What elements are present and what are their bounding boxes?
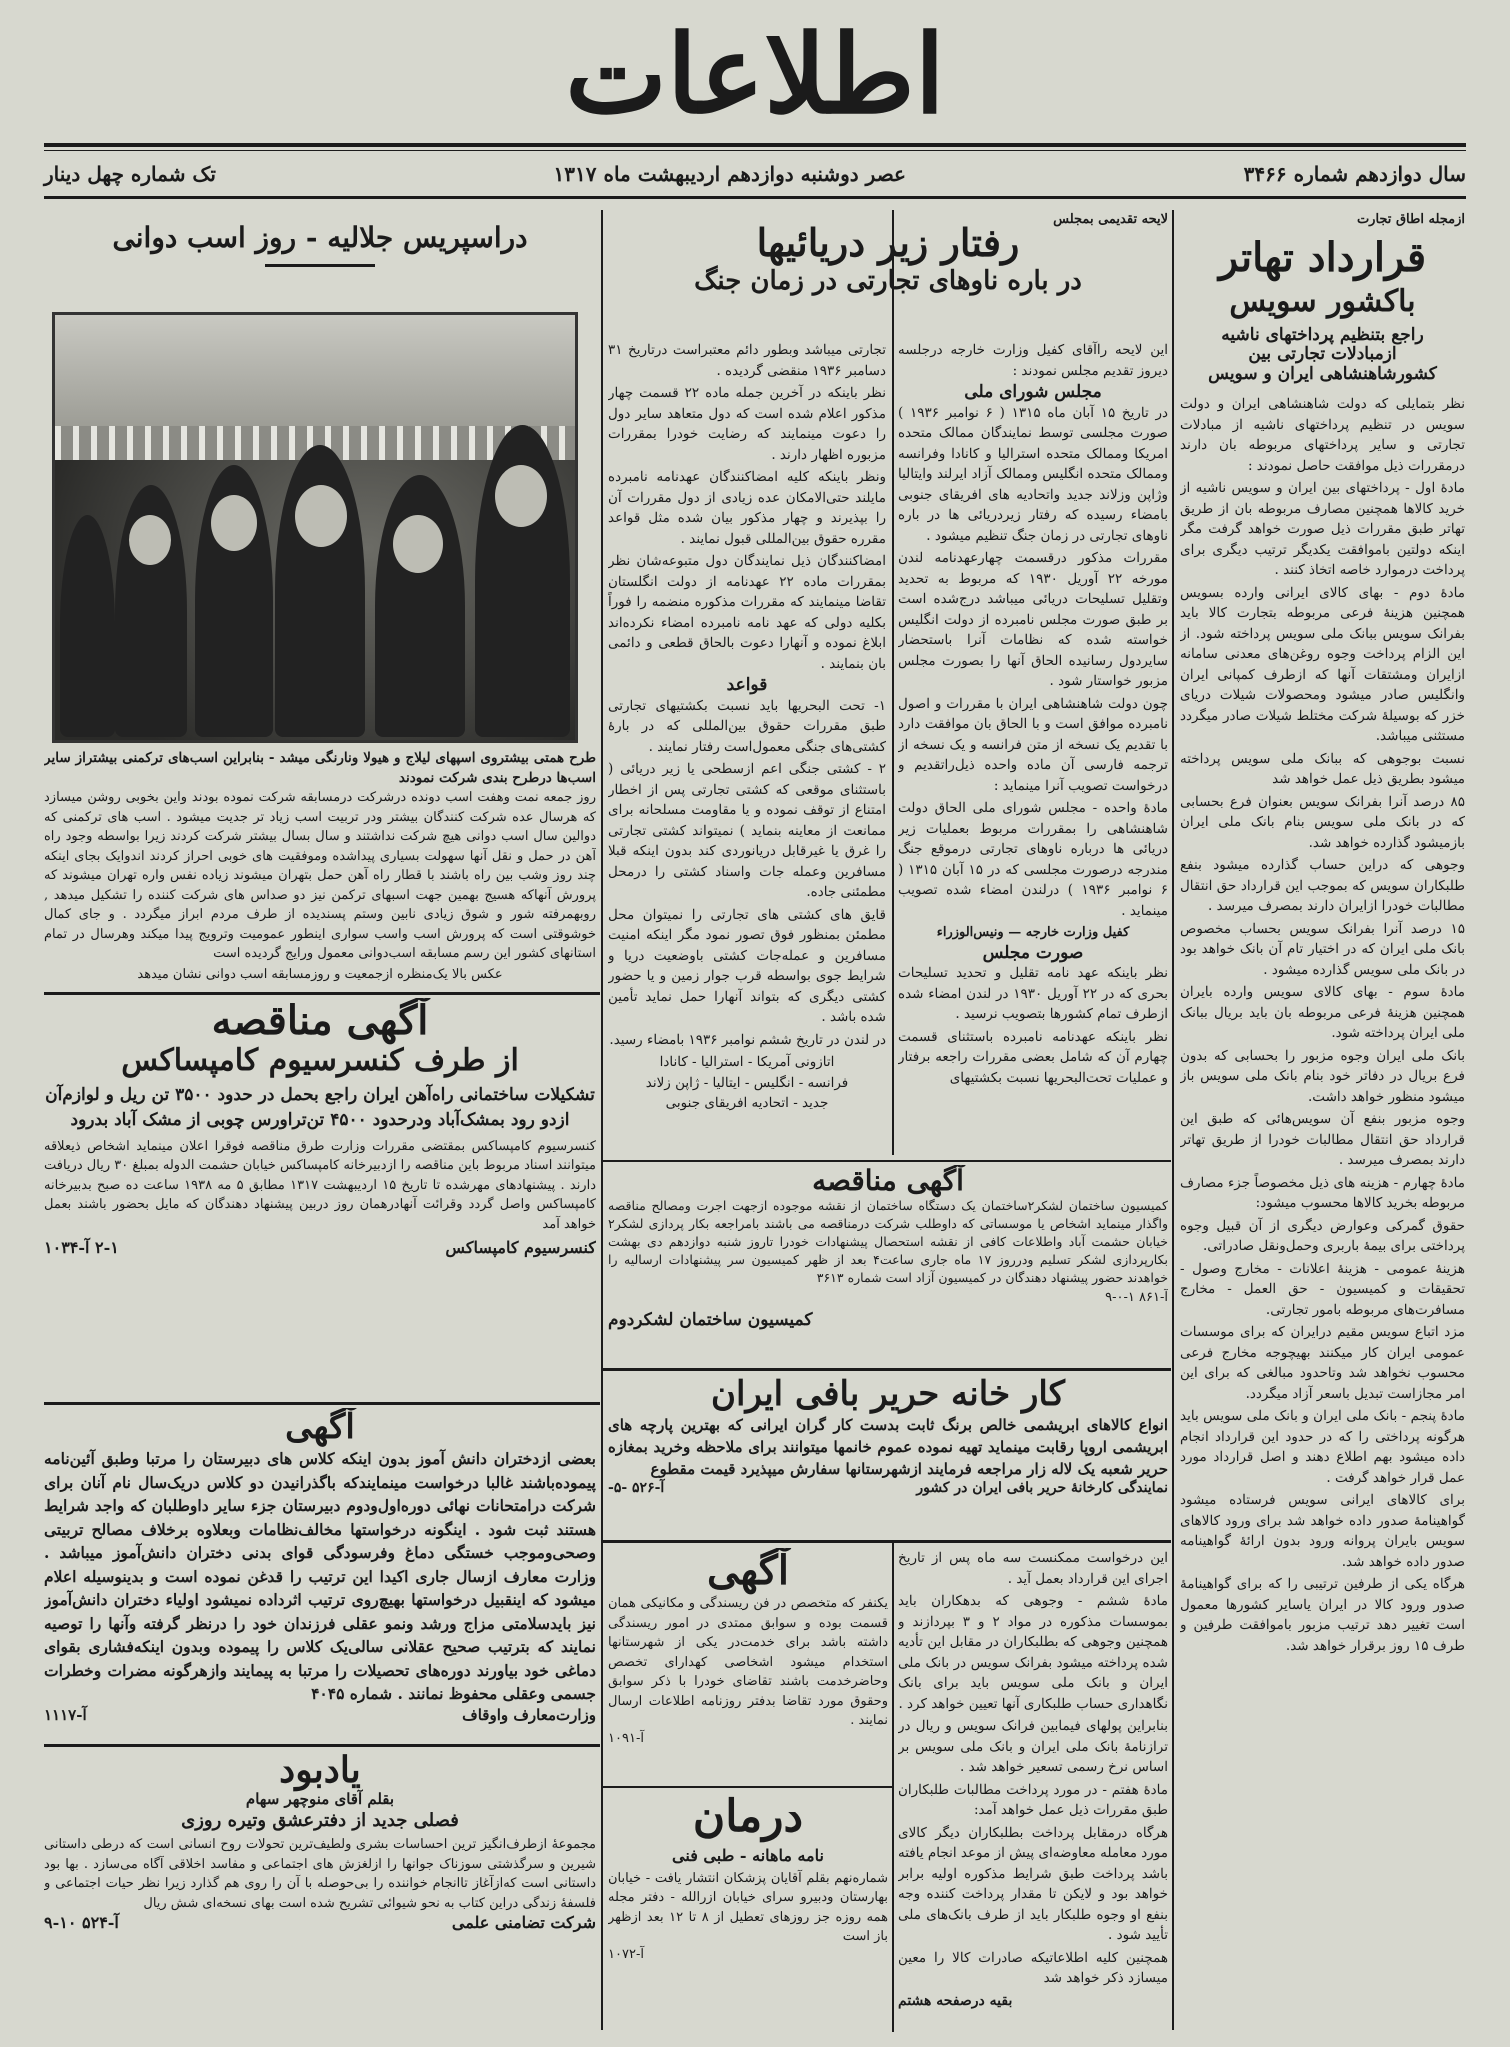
- ad-text: یکنفر که متخصص در فن ریسندگی و مکانیکی همان قسمت بوده و سوابق ممتدی در امور ریسندگی داشته باشد برای خدمت‌در یکی از شهرستانها استخدام میشود اشخاصی کهدارای تخصص وحاضرخدمت باشند تقاضای خودرا با ذکر سوابق وحقوق مورد تقاضا بدفتر روزنامه اطلاعات ارسال نمایند .: [608, 1596, 888, 1728]
- paragraph: ۱۵ درصد آنرا بفرانک سویس بحساب مخصوص بانک ملی ایران که در اختیار تام آن بانک خواهد بود در بانک ملی سویس گذارده میشود .: [1180, 920, 1465, 978]
- section-title: مجلس شورای ملی: [964, 382, 1102, 402]
- masthead-rule-thin: [44, 150, 1466, 151]
- ad-ref: آ-۱۰۷۲: [608, 1946, 644, 1962]
- paragraph: تجارتی میباشد وبطور دائم معتبراست درتاریخ ۳۱ دسامبر ۱۹۳۶ منقضی گردیده .: [608, 342, 886, 379]
- article-trade-agreement-continued: [898, 1548, 1168, 2028]
- photo-headline-block: [44, 212, 596, 302]
- ad-ref: آ-۵۲۶ -۵-: [608, 1480, 665, 1497]
- ad-title: کار خانه حریر بافی ایران: [711, 1375, 1065, 1414]
- photo-caption: طرح همتی بیشتروی اسپهای ليلاج و هيولا ونارنگی میشد - بنابراین اسب‌های ترکمنی بیشتراز سایر اسب‌ها درطرح بندی شرکت نمودند: [44, 750, 596, 786]
- dateline-rule: [44, 196, 1466, 199]
- ad-text: بعضی ازدختران دانش آموز بدون اینکه کلاس های دبیرستان را مرتبا وطبق آئین‌نامه پیموده‌باشند غالبا درخواست مینمایندکه باگذرانیدن دو کلاس دریک‌سال نام آنان برای شرکت درامتحانات نهائی دوره‌اول‌ودوم دبیرستان جزء سایر داوطلبان که واجد شرایط هستند ثبت شود . اینگونه درخواستها مخالف‌نظامات وبعلاوه برخلاف مصالح تربیتی وصحی‌وموجب خستگی دماغ وفرسودگی قوای بدنی دختران دانش‌آموز میباشد . وزارت معارف ازسال جاری اکیدا این ترتیب را قدغن نموده است و بدینوسیله اعلام میشود که اینقبیل درخواستها بهیچ‌روی ترتیب اثرداده نمیشود اولیاء دختران دانش‌آموز نیز بایدسلامتی مزاج ورشد ونمو عقلی فرزندان خود را درنظر گرفته وآنها را توصیه نمایند که بترتیب صحیح عقلانی سالی‌یک کلاس را پیموده وبدون اینکه‌فشاری بقوای دماغی خود بیاورند دوره‌های تحصیلات را مرتبا به پیمایند وازهرگونه مضرات وخطرات جسمی وعقلی محفوظ نمانند . شماره ۴۰۴۵: [44, 1449, 596, 1704]
- paragraph: مقررات مذکور درقسمت چهارعهدنامه لندن مورخه ۲۲ آوریل ۱۹۳۰ که مربوط به تحدید وتقلیل تسلیحات دریائی میباشد درج‌شده است بر طبق صورت مجلس نامبرده از دولت انگلیس خواسته شده که نظامات آنرا باستحضار سایردول رسانیده الحاق آنها را بصورت مجلس مزبور خواستار شود .: [898, 550, 1168, 690]
- ad-subtitle: نامه ماهانه - طبی فنی: [672, 1845, 824, 1865]
- article-tag: لایحه تقدیمی بمجلس: [1053, 212, 1168, 227]
- paragraph: نظر باینکه عهد نامه تقلیل و تحدید تسلیحات بحری که در ۲۲ آوریل ۱۹۳۰ در لندن امضاء شده ازطرف تمام کشورها بتصویب نرسید .: [898, 965, 1168, 1023]
- signatory-list: جدید - اتحادیه افریقای جنوبی: [665, 1095, 829, 1112]
- column-rule: [1172, 210, 1174, 2030]
- article-trade-agreement: [1180, 212, 1465, 2027]
- ad-title: آگهی: [707, 1548, 789, 1594]
- ad-book-yadbud: [44, 1750, 596, 2028]
- paragraph: بنابراین پولهای فیمابین فرانک سویس و ریال در ترازنامهٔ بانک ملی ایران و بانک ملی سویس بر اساس نرخ رسمی تسعیر خواهد شد .: [898, 1718, 1168, 1775]
- photo-article: [44, 748, 596, 988]
- ad-text: انواع کالاهای ابریشمی خالص برنگ ثابت بدست کار گران ایرانی که بهترین پارچه های ابریشمی اروپا رقابت مینماید تهیه نموده عموم خانمها میتوانند برای ملاحظه وخرید بمغازه حریر شعبه یک لاله زار مراجعه فرمایند ازشهرستانها سفارش میپذیرد قیمت مقطوع: [608, 1416, 1168, 1479]
- signature: کفیل وزارت خارجه — ونیس‌الوزراء: [936, 925, 1130, 941]
- ad-text: کمیسیون ساختمان لشکر۲ساختمان یک دستگاه ساختمان از نقشه موجوده ازجهت اجرت ومصالح مناقصه واگذار مینماید اشخاص یا موسساتی که داوطلب شرکت درمناقصه می باشند بامراجعه بکار پردازی لشکر۲ خیابان حشمت آباد واطلاعات کافی از نقشه استحصال پیشنهادات خودرا تاروز شنبه دوازدهم دی بهشت بکارپردازی لشکر تسلیم ودرروز ۱۷ ماه جاری ساعت۴ بعد از ظهر کمیسیون سر پیشنهادات ارسالیه را خواهدند حضور پیشنهاد دهندگان در کمیسیون آزاد است شماره ۳۶۱۳: [608, 1198, 1168, 1286]
- paragraph: مادهٔ اول - پرداختهای بین ایران و سویس ناشیه از خرید کالاها همچنین مصارف مربوطه بان از طریق تهاتر طبق مقررات ذیل صورت خواهد گرفت مگر اینکه دولتین باموافقت یکدیگر ترتیب دیگری برای پرداخت درموارد خاصه اتخاذ کنند .: [1180, 480, 1465, 579]
- ad-job-notice: [608, 1548, 888, 1783]
- article-deck: راجع بتنظیم پرداختهای ناشیه ازمبادلات تجارتی بین کشورشاهنشاهی ایران و سویس: [1208, 324, 1437, 384]
- photo-face: [129, 515, 171, 565]
- paragraph: امضاکنندگان ذیل نمایندگان دول متبوعه‌شان نظر بمقررات ماده ۲۲ عهدنامه از دولت انگلستان تقاضا مینمایند که مقررات مذکوره منضمه را فوراً بکلیه دولی که عهد نامه نامبرده امضاء نکرده‌اند ابلاغ نموده و آنهارا دعوت بالحاق قطعی و دائمی بان بنمایند .: [608, 553, 886, 672]
- ad-signature: نمایندگی کارخانهٔ حریر بافی ایران در کشور: [916, 1480, 1168, 1497]
- ad-title: آگهی: [285, 1408, 355, 1447]
- signatory-list: فرانسه - انگلیس - ایتالیا - ژاپن زلاند: [645, 1074, 849, 1091]
- ad-title: یادبود: [279, 1750, 361, 1791]
- issue-number: سال دوازدهم شماره ۳۴۶۶: [1243, 162, 1466, 186]
- ad-title: آگهی مناقصه: [211, 998, 429, 1044]
- ad-text: کنسرسیوم کامپساکس بمقتضی مقررات وزارت طرق مناقصه فوقرا اعلان مینماید اشخاص ذیعلاقه میتوانند اسناد مربوط باین مناقصه را ازدبیرخانه کامپساکس خیابان حشمت الدوله بمبلغ ۳۰ ریال دریافت دارند . پیشنهادهای مهرشده تا تاریخ ۱۵ اردیبهشت ۱۳۱۷ مطابق ۵ مه ۱۹۳۸ ساعت ده صبح بدبیرخانه کامپساکس واصل گردد وقرائت آنهادرهمان روز دربین پیشنهاد دهندگان که مایل بحضور باشند بعمل خواهد آمد: [44, 1138, 596, 1232]
- paragraph: مادهٔ هفتم - در مورد پرداخت مطالبات طلبکاران طبق مقررات ذیل عمل خواهد آمد:: [898, 1781, 1168, 1818]
- paragraph: وجوه مزبور بنفع آن سویس‌هائی که طبق این قرارداد حق انتقال مطالبات خودرا از طریق تهاتر دارند بمصرف میرسد .: [1180, 1111, 1465, 1169]
- paragraph: عکس بالا یک‌منظره ازجمعیت و روزمسابقه اسب دوانی نشان میدهد: [137, 966, 503, 982]
- paragraph: ۱- تحت البحریها باید نسبت بکشتیهای تجارتی طبق مقررات حقوق بین‌المللی که در بارهٔ کشتی‌های جنگی معمول‌است رفتار نمایند .: [608, 697, 886, 755]
- article-headline: رفتار زیر دریائیها: [756, 220, 1020, 265]
- paragraph: حقوق گمرکی وعوارض دیگری از آن قبیل وجوه پرداختی برای بیمهٔ باربری وحمل‌ونقل صادراتی.: [1180, 1217, 1465, 1255]
- ad-tender-compsax: [44, 998, 596, 1400]
- paragraph: قایق های کشتی های تجارتی را نمیتوان محل مطمئن بمنظور فوق تصور نمود مگر اینکه امنیت مسافرین و عمله‌جات کشتی باوضعیت دریا و شرایط جوی بواسطه قرب جوار زمین و یا حضور کشتی دیگری که بتواند آنهارا حمل نماید تأمین شده باشد .: [608, 906, 886, 1026]
- paragraph: چون دولت شاهنشاهی ایران با مقررات و اصول نامبرده موافق است و با الحاق بان موافقت دارد با تقدیم یک نسخه از متن فرانسه و یک نسخه از ترجمه فارسی آن ماده واحده ذیل‌راتقدیم و درخواست تصویب آنرا مینماید :: [898, 695, 1168, 794]
- article-tag: ازمجله اطاق تجارت: [1356, 212, 1465, 227]
- ad-author: بقلم آقای منوچهر سهام: [245, 1790, 395, 1809]
- signatory-list: اتازونی آمریکا - استرالیا - کانادا: [659, 1054, 835, 1071]
- article-subhead: در باره ناوهای تجارتی در زمان جنگ: [694, 265, 1082, 296]
- paragraph: هزینهٔ عمومی - هزینهٔ اعلانات - مخارج وصول - تحقیقات و کمیسیون - حق العمل - مخارج مسافرت‌های مربوطه بامور تجارتی.: [1180, 1260, 1465, 1318]
- ad-education-ministry: [44, 1408, 596, 1740]
- paragraph: بانک ملی ایران وجوه مزبور را بحسابی که بدون فرع بریال در دفاتر خود بنام بانک ملی سویس باز میشود منظور خواهد داشت.: [1180, 1047, 1465, 1105]
- paragraph: هرگاه یکی از طرفین ترتیبی را که برای گواهینامهٔ صدور ورود کالا در ایران یاسایر کشورها معمول است تغییر دهد ترتیب مزبور باموافقت طرفین و طرف ۱۵ روز برقرار خواهد شد.: [1180, 1576, 1465, 1654]
- ad-ref: ۲-۱ آ-۱۰۳۴: [44, 1238, 119, 1257]
- masthead-rule: [44, 143, 1466, 147]
- ad-bold-text: تشکیلات ساختمانی راه‌آهن ایران راجع بحمل در حدود ۳۵۰۰ تن ریل و لوازم‌آن ازدو رود بمشک‌آباد ودرحدود ۴۵۰۰ تن‌تراورس چوبی از مشک آباد بدرود: [45, 1084, 595, 1130]
- ad-subtitle: از طرف کنسرسیوم کامپساکس: [121, 1043, 519, 1078]
- continued-note: بقیه درصفحه هشتم: [898, 1992, 1013, 2009]
- paragraph: نظر باینکه عهدنامه نامبرده باستثنای قسمت چهارم آن که شامل بعضی مقررات راجعه برفتار و عملیات تحت‌البحریها نسبت بکشتیهای: [898, 1028, 1168, 1086]
- ad-tender-division: [608, 1165, 1168, 1365]
- ad-signature: وزارت‌معارف واوقاف: [462, 1705, 596, 1724]
- ornament-rule: [265, 264, 375, 267]
- masthead-title: اطلاعات: [565, 12, 945, 138]
- dateline: [44, 158, 1466, 192]
- paragraph: نسبت بوجوهی که ببانک ملی سویس پرداخته میشود بطریق ذیل عمل خواهد شد: [1180, 750, 1465, 788]
- paragraph: همچنین کلیه اطلاعاتیکه صادرات کالا را معین میسازد ذکر خواهد شد: [898, 1949, 1168, 1986]
- issue-date: عصر دوشنبه دوازدهم اردیبهشت ماه ۱۳۱۷: [553, 162, 906, 186]
- photo-sky: [55, 315, 575, 426]
- ad-ref: آ-۱۰۹۱: [608, 1730, 644, 1746]
- paragraph: نظر باینکه در آخرین جمله ماده ۲۲ قسمت چهار مذکور اعلام شده است که دول متعاهد سایر دول را دعوت مینمایند که رضایت خودرا بمقررات مزبوره اظهار دارند .: [608, 385, 886, 463]
- ad-darman-journal: [608, 1792, 888, 2028]
- ad-signature: کمیسیون ساختمان لشکردوم: [608, 1309, 813, 1330]
- photo-face: [495, 465, 547, 527]
- article-body: [1180, 394, 1465, 1656]
- section-title: صورت مجلس: [982, 942, 1084, 963]
- column-rule: [892, 210, 894, 1155]
- section-rule: [603, 1786, 893, 1788]
- section-rule: [603, 1540, 1171, 1543]
- ad-signature: کنسرسیوم کامپساکس: [445, 1238, 596, 1257]
- paragraph: هرگاه درمقابل پرداخت بطلبکاران دیگر کالای مورد معامله معاوضه‌ای پیش از موعد انجام یافته باشد پرداخت طبق شرایط مذکوره اولیه برابر خواهد بود و لایکن تا مقدار پرداخت کننده وجه بنفع او وجوه طلبکار باید از طرف بانک‌های ملی تأیید شود .: [898, 1824, 1168, 1943]
- ad-ref: آ-۱۱۱۷: [44, 1705, 87, 1724]
- paragraph: برای کالاهای ایرانی سویس فرستاده میشود گواهینامهٔ صدور داده خواهد شد برای ورود کالاهای سویس بایران پروانه ورود بدون ارائهٔ گواهینامه صدور داده خواهد شد.: [1180, 1492, 1465, 1570]
- paragraph: ونظر باینکه کلیه امضاکنندگان عهدنامه نامبرده مایلند حتی‌الامکان عده زیادی از دول مقررات آن را بپذیرند و چهار مذکور بیان شده مثل قواعد مقرره حقوق بین‌المللی قبول نمایند .: [608, 469, 886, 547]
- ad-silk-factory: [608, 1375, 1168, 1540]
- paragraph: ۲ - کشتی جنگی اعم ازسطحی یا زیر دریائی ( باستثنای موقعی که کشتی تجارتی پس از اخطار امتناع از توقف نموده و یا مقاومت مسلحانه برای ممانعت از معاینه بنماید ) نمیتواند کشتی تجارتی را غرق یا غیرقابل دریانوردی کند بدون اینکه قبلا مسافرین وعمله جات واسناد کشتی را درمحل مطمئنی جاده.: [608, 761, 886, 901]
- paragraph: این درخواست ممکنست سه ماه پس از تاریخ اجرای این قرارداد بعمل آید .: [898, 1550, 1168, 1587]
- article-subhead: باکشور سویس: [1229, 284, 1416, 319]
- paragraph: مادهٔ دوم - بهای کالای ایرانی وارده بسویس همچنین هزینهٔ فرعی مربوطه بتجارت کالا باید بفرانک سویس ببانک ملی سویس پرداخته شود. از این الزام پرداخت وجوه روغن‌های معدنی سامانه ازایران ومشتقات آنها که ازطرف کمپانی ایران وانگلیس صادر میشود ومحصولات شیلات دریای خزر که بوسیلهٔ شرکت مختلط شیلات صادر میگردد مستثنی میباشد.: [1180, 584, 1465, 745]
- ad-title: آگهی مناقصه: [812, 1165, 964, 1197]
- paragraph: مادهٔ چهارم - هزینه های ذیل مخصوصاً جزء مصارف مربوطه بخرید کالاها محسوب میشود:: [1180, 1174, 1465, 1212]
- article-submarines-header: [608, 212, 1168, 322]
- ad-ref: آ-۵۲۴ ۱۰-۹: [44, 1913, 119, 1933]
- section-rule: [603, 1368, 1171, 1371]
- section-rule: [44, 1744, 600, 1747]
- ad-title: درمان: [692, 1792, 804, 1842]
- paragraph: ۸۵ درصد آنرا بفرانک سویس بعنوان فرع بحسابی که در بانک ملی سویس بنام بانک ملی ایران بازمیشود گذارده خواهد شد.: [1180, 793, 1465, 851]
- paragraph: مادهٔ سوم - بهای کالای سویس وارده بایران همچنین هزینهٔ فرعی مربوطه بان باید بریال ببانک ملی ایران پرداخته شود.: [1180, 984, 1465, 1042]
- issue-price: تک شماره چهل دینار: [44, 162, 216, 186]
- paragraph: روز جمعه نمت وهفت اسب دونده درشرکت درمسابقه شرکت نموده بودند واین بخوبی روشن میسازد که هرسال عده شرکت کنندگان بیشتر ودر تربیت اسب زیاد تر جدیت میشود . اسب های ترکمنی که دوالین سال اسب دوانی هیچ شرکت نداشتند و سال بسال بیشتر شرکت کردند زیرا بواسطه وجود راه آهن در حمل و نقل آنها سهولت بسیاری پیداشده وموفقیت های خوبی احراز کردند اندوایک بجای اینکه چند روز وشب بین راه باشند با قطار راه آهن حمل بتهران میشوند زیاده نفس واره تهران میشوند که پرورش آنهاکه هسیج بهمین جهت اسبهای ترکمن نیز دو صداس های شرکت کننده را تشکیل میدهد , روبهمرفته شور و شوق زیادی نابین وستم پسندیده از طرف مردم ابراز میگردد . و جای کمال خوشوقتی است که پرورش اسب واسب سواری اینطور عمومیت وترویج پیدا میکند وهرسال در تمام استانهای کشور این رسم مسابقه اسب‌دوانی معمول ورایج گردیده است: [44, 790, 596, 961]
- paragraph: وجوهی که دراین حساب گذارده میشود بنفع طلبکاران سویس که بموجب این قرارداد حق انتقال مطالبات خودرا ازایران دارند بمصرف میرسد .: [1180, 857, 1465, 915]
- section-rule: [44, 992, 600, 995]
- section-title: قواعد: [726, 675, 768, 695]
- ad-signature: شرکت تضامنی علمی: [451, 1913, 596, 1933]
- ad-text: شماره‌نهم بقلم آقایان پزشکان انتشار یافت - خیابان بهارستان ودبیرو سرای خیابان ازرالله - دفتر مجله همه روزه جز روزهای تعطیل از ۸ تا ۱۲ بعد ازظهر باز است: [608, 1870, 888, 1945]
- ad-ref: آ-۸۶۱ ۱-۰-۹: [1105, 1290, 1168, 1306]
- paragraph: مادهٔ واحده - مجلس شورای ملی الحاق دولت شاهنشاهی را بمقررات مربوط بعملیات زیر دریائی ها درباره ناوهای تجارتی درموقع جنگ مندرجه درصورت مجلسی که در ۱۵ آبان ۱۳۱۵ ( ۶ نوامبر ۱۹۳۶ ) درلندن امضاء شده تصویب مینماید .: [898, 800, 1168, 919]
- paragraph: مزد اتباع سویس مقیم درایران که برای موسسات عمومی ایران کار میکنند بهیچوجه مخارج فرعی محسوب نخواهد شد وتاحدود مبالغی که برای این امر مجازاست تبدیل باسعر آزاد میگردد.: [1180, 1324, 1465, 1402]
- horse-race-photo: [52, 312, 578, 743]
- section-rule: [44, 1402, 600, 1405]
- paragraph: نظر بتمایلی که دولت شاهنشاهی ایران و دولت سویس در تنظیم پرداختهای ناشیه از مبادلات تجارتی و سایر پرداختهای مربوطه بان دارند درمقررات ذیل موافقت حاصل نمودند :: [1180, 396, 1465, 474]
- section-rule: [603, 1160, 1171, 1162]
- ad-text: مجموعهٔ ازطرف‌انگیز ترین احساسات بشری ولطیف‌ترین تحولات روح انسانی است که درطی داستانی شیرین و سرگذشتی سوزناک جوانها را ازلغزش های اجتماعی و مفاسد اخلاقی آگاه می‌سازد . بها بود داستانی است که‌ازآغاز تاانجام خواننده را بی‌حوصله با آن را روی هم گذارد زیرا نظر حیات اجتماعی و فلسفهٔ زندگی دراین کتاب به نحو شیوائی تشریح شده است بهای نسخه‌ای شش ریال: [44, 1837, 596, 1911]
- article-headline: قرارداد تهاتر: [1218, 234, 1427, 281]
- ad-subtitle: فصلی جدید از دفترعشق وتیره روزی: [181, 1809, 459, 1831]
- photo-face: [295, 485, 347, 547]
- article-submarines-body-a: [898, 340, 1168, 1140]
- paragraph: در لندن در تاریخ ششم نوامبر ۱۹۳۶ بامضاء رسید.: [609, 1031, 886, 1048]
- paragraph: مادهٔ ششم - وجوهی که بدهکاران باید بموسسات مذکوره در مواد ۲ و ۳ بپردازند و همچنین وجوهی که بطلبکاران در مقابل این تأدیه شده پرداخته میشود بفرانک سویس در بانک ملی ایران و بانک ملی سویس باید برای بانک نگاهداری حساب طلبکاری آنها تعیین خواهد کرد .: [898, 1593, 1168, 1712]
- paragraph: این لایحه راآقای کفیل وزارت خارجه درجلسه دیروز تقدیم مجلس نمودند :: [898, 342, 1168, 379]
- article-submarines-body-b: [608, 340, 886, 1140]
- photo-figure: [60, 515, 115, 737]
- photo-face: [211, 495, 257, 551]
- paragraph: مادهٔ پنجم - بانک ملی ایران و بانک ملی سویس باید هرگونه پرداختی را که در حدود این قرارداد انجام داده میشود بهم اطلاع دهند و اصل قرارداد مورد عمل قرار خواهد گرفت .: [1180, 1408, 1465, 1486]
- photo-headline: دراسپریس جلالیه - روز اسب دوانی: [112, 221, 528, 254]
- column-rule: [601, 210, 603, 2030]
- paragraph: در تاریخ ۱۵ آبان ماه ۱۳۱۵ ( ۶ نوامبر ۱۹۳۶ ) صورت مجلسی توسط نمایندگان ممالک متحده امریکا وممالک متحده استرالیا و کانادا وفرانسه وممالک متحده انگلیس وممالک آزاد ایرلند وایتالیا وژاپن وزلاند جدید واتحادیه های افریقای جنوبی بامضاء رسیده که رفتار زیردریائی ها در باره ناوهای تجارتی در زمان جنگ تنظیم میشود .: [898, 404, 1168, 544]
- photo-face: [393, 515, 443, 573]
